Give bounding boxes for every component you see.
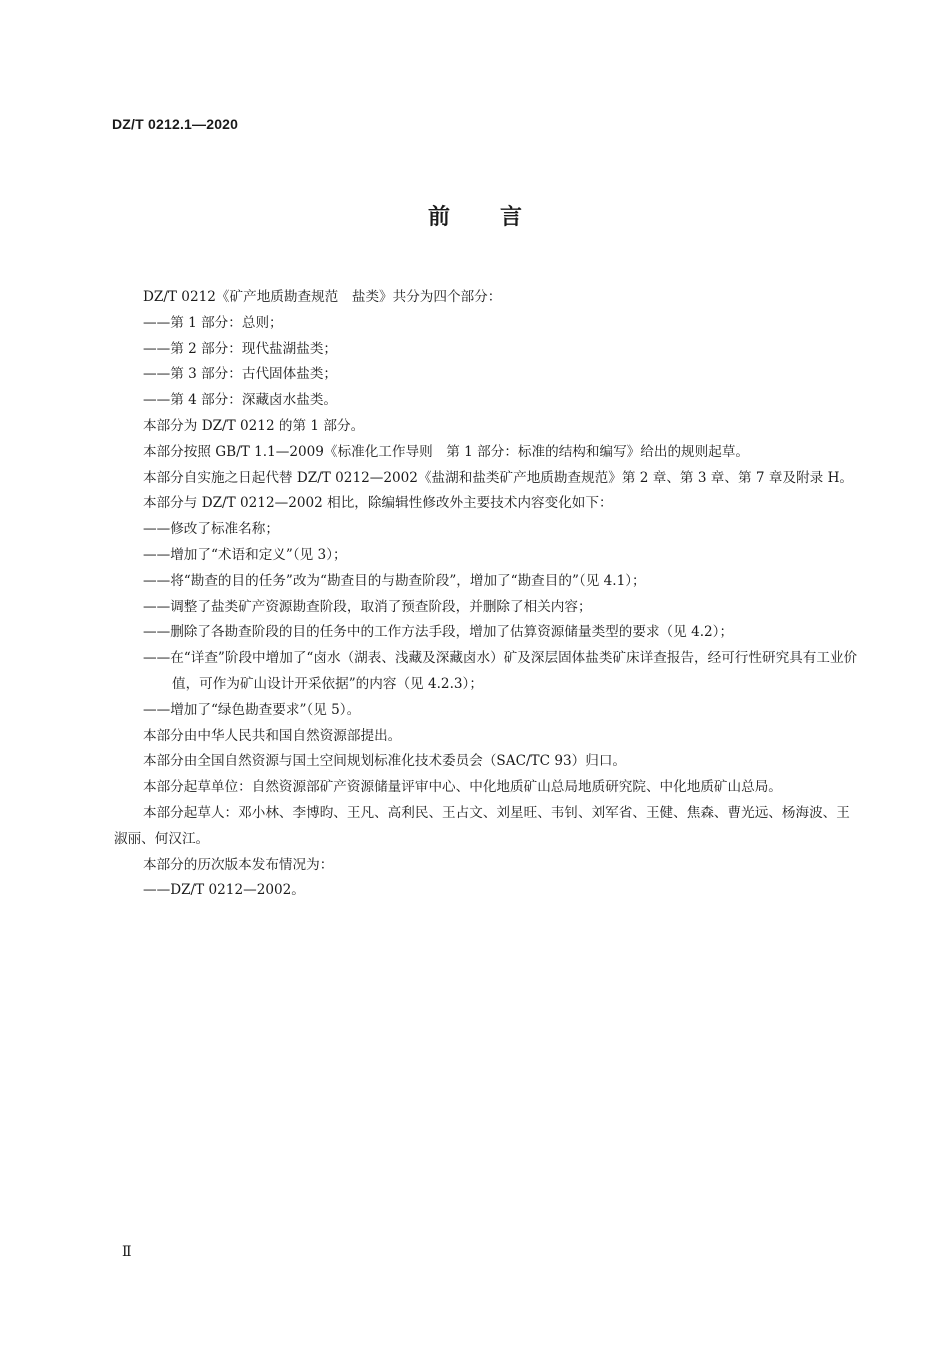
part-item — [114, 362, 862, 388]
dash-mark: —— — [143, 701, 171, 718]
drafters-paragraph: 本部分起草人：邓小林、李博昀、王凡、高利民、王占文、刘星旺、韦钊、刘军省、王健、焦森、曹光远、杨海波、王淑丽、何汉江。 — [114, 804, 850, 847]
history-item — [114, 878, 862, 904]
change-item-text: 删除了各勘查阶段的目的任务中的工作方法手段，增加了估算资源储量类型的要求（见 4.2）； — [170, 624, 734, 641]
changes-intro-paragraph: 本部分与 DZ/T 0212—2002 相比，除编辑性修改外主要技术内容变化如下： — [143, 495, 613, 512]
dash-mark: —— — [143, 882, 171, 899]
change-item — [114, 646, 862, 698]
change-item — [114, 543, 862, 569]
replacement-paragraph: 本部分自实施之日起代替 DZ/T 0212—2002《盐湖和盐类矿产地质勘查规范》第 2 章、第 3 章、第 7 章及附录 H。 — [143, 469, 854, 486]
drafting-rules-paragraph: 本部分按照 GB/T 1.1—2009《标准化工作导则 第 1 部分：标准的结构和编写》给出的规则起草。 — [143, 443, 750, 460]
change-item-text: 调整了盐类矿产资源勘查阶段，取消了预查阶段，并删除了相关内容； — [170, 598, 592, 615]
dash-mark: —— — [143, 366, 171, 383]
change-item — [114, 517, 862, 543]
dash-mark: —— — [143, 392, 171, 409]
managed-by-paragraph: 本部分由全国自然资源与国土空间规划标准化技术委员会（SAC/TC 93）归口。 — [143, 753, 627, 770]
change-item-text: 将“勘查的目的任务”改为“勘查目的与勘查阶段”，增加了“勘查目的”（见 4.1）； — [170, 572, 646, 589]
part-item — [114, 388, 862, 414]
change-item-text: 增加了“绿色勘查要求”（见 5）。 — [170, 701, 361, 718]
history-item-text: DZ/T 0212—2002。 — [170, 882, 305, 899]
document-code: DZ/T 0212.1—2020 — [112, 116, 239, 132]
part-item — [114, 337, 862, 363]
history-intro-paragraph: 本部分的历次版本发布情况为： — [143, 856, 334, 873]
intro-paragraph: DZ/T 0212《矿产地质勘查规范 盐类》共分为四个部分： — [143, 289, 502, 305]
dash-mark: —— — [143, 546, 171, 563]
dash-mark: —— — [143, 598, 171, 615]
part-item-text: 第 4 部分：深藏卤水盐类。 — [170, 392, 338, 409]
proposed-by-paragraph: 本部分由中华人民共和国自然资源部提出。 — [143, 727, 402, 744]
change-item — [114, 620, 862, 646]
dash-mark: —— — [143, 624, 171, 641]
part-item-text: 第 1 部分：总则； — [170, 314, 283, 331]
change-item — [114, 569, 862, 595]
part-item — [114, 311, 862, 337]
dash-mark: —— — [143, 521, 171, 538]
change-item-text: 在“详查”阶段中增加了“卤水（湖表、浅藏及深藏卤水）矿及深层固体盐类矿床详查报告，经可行性研究具有工业价值，可作为矿山设计开采依据”的内容（见 4.2.3）； — [170, 650, 858, 692]
change-item — [114, 698, 862, 724]
dash-mark: —— — [143, 650, 171, 667]
foreword-body — [114, 285, 862, 904]
part-item-text: 第 3 部分：古代固体盐类； — [170, 366, 338, 383]
change-item-text: 修改了标准名称； — [170, 521, 279, 538]
dash-mark: —— — [143, 572, 171, 589]
dash-mark: —— — [143, 340, 171, 357]
this-part-paragraph: 本部分为 DZ/T 0212 的第 1 部分。 — [143, 417, 365, 434]
page-number: Ⅱ — [122, 1244, 132, 1260]
change-item-text: 增加了“术语和定义”（见 3）； — [170, 546, 347, 563]
change-item — [114, 595, 862, 621]
dash-mark: —— — [143, 314, 171, 331]
part-item-text: 第 2 部分：现代盐湖盐类； — [170, 340, 338, 357]
drafting-units-paragraph: 本部分起草单位：自然资源部矿产资源储量评审中心、中化地质矿山总局地质研究院、中化地质矿山总局。 — [143, 779, 782, 796]
page-title: 前言 — [427, 205, 572, 230]
